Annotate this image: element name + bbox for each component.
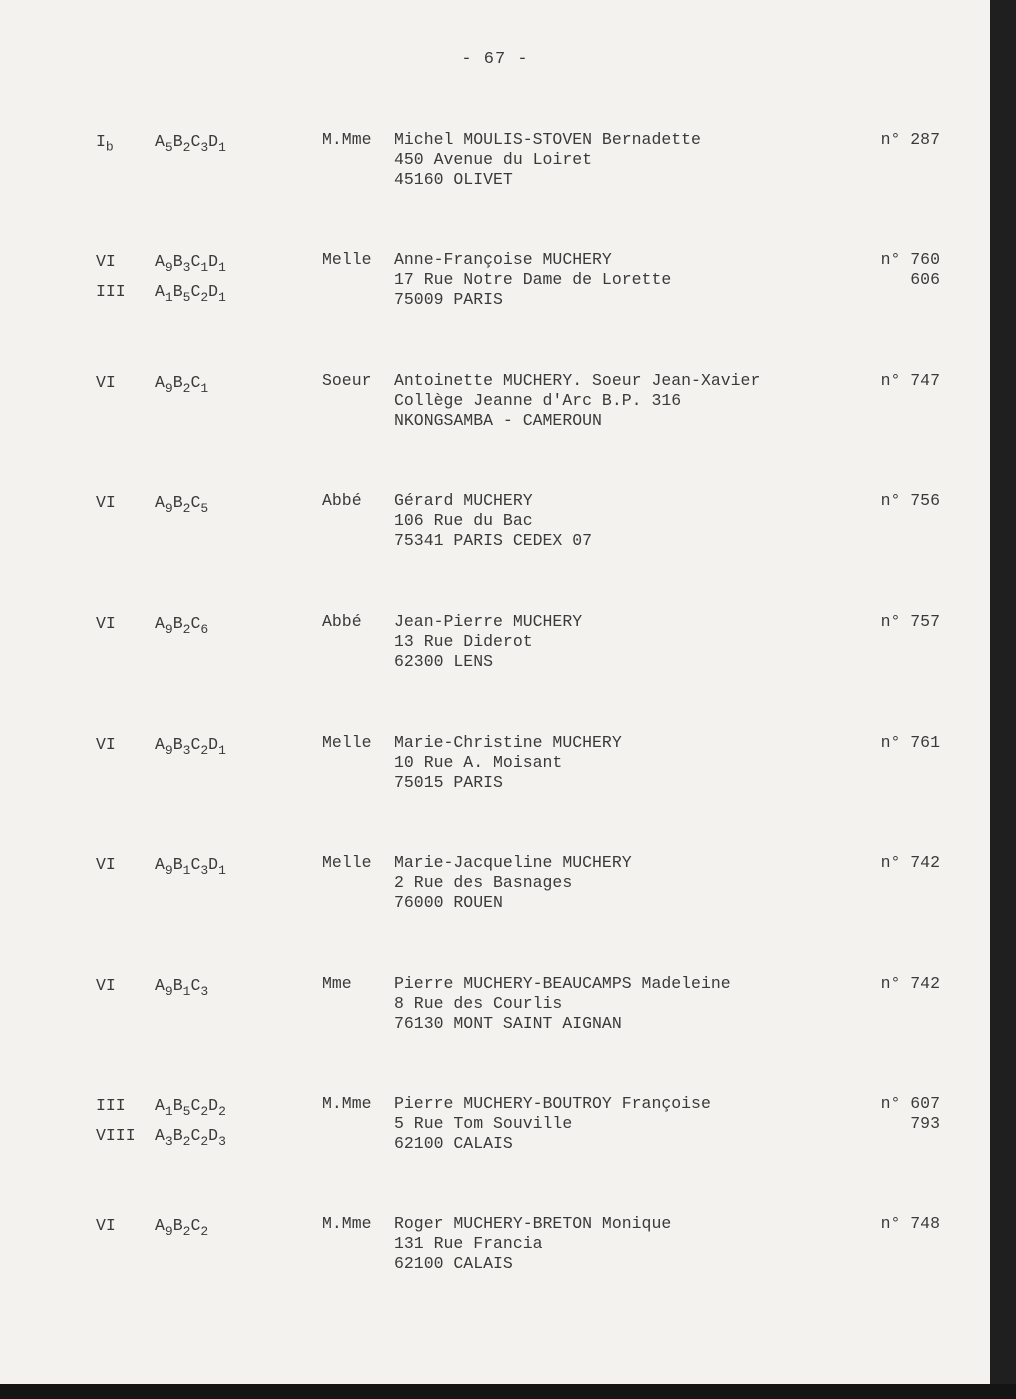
series-label (96, 1091, 156, 1121)
code-letter: A (155, 614, 165, 633)
code-letter: C (190, 976, 201, 995)
code-letter: C (190, 614, 201, 633)
series-label (96, 247, 156, 277)
code-letter: B (172, 373, 183, 392)
member-number: n° 607 (880, 1094, 940, 1113)
genealogy-code-column (155, 1211, 208, 1241)
genealogy-code (155, 1091, 226, 1121)
code-subscript: 2 (182, 140, 191, 155)
person-title: Abbé (322, 491, 362, 510)
code-subscript: 1 (218, 140, 226, 155)
genealogy-code (155, 247, 226, 277)
code-letter: C (190, 1126, 201, 1145)
series-column (96, 247, 156, 307)
address-entry (0, 371, 990, 451)
code-letter: A (155, 1126, 165, 1145)
code-letter: B (172, 614, 183, 633)
address-line-2: 75009 PARIS (394, 290, 503, 309)
code-subscript: 5 (182, 290, 191, 305)
genealogy-code-column (155, 127, 226, 157)
member-number: n° 761 (880, 733, 940, 752)
series-numeral: I (96, 132, 106, 151)
series-column (96, 850, 156, 880)
address-line-2: 76000 ROUEN (394, 893, 503, 912)
person-name: Marie-Christine MUCHERY (394, 733, 622, 752)
person-name: Michel MOULIS-STOVEN Bernadette (394, 130, 701, 149)
series-column (96, 488, 156, 518)
address-line-1: 13 Rue Diderot (394, 632, 533, 651)
code-subscript: 5 (164, 140, 173, 155)
address-line-1: 5 Rue Tom Souville (394, 1114, 573, 1133)
code-subscript: 1 (218, 863, 226, 878)
code-subscript: 9 (164, 381, 173, 396)
code-letter: C (190, 282, 201, 301)
address-entry (0, 974, 990, 1054)
genealogy-code (155, 1211, 208, 1241)
series-label (96, 277, 156, 307)
genealogy-code (155, 368, 208, 398)
address-entry (0, 733, 990, 813)
address-line-2: 62100 CALAIS (394, 1254, 513, 1273)
code-letter: C (190, 373, 201, 392)
address-entry (0, 612, 990, 692)
address-entry (0, 491, 990, 571)
code-letter: B (172, 132, 183, 151)
series-column (96, 127, 156, 157)
code-letter: D (208, 1096, 219, 1115)
code-subscript: 3 (182, 743, 191, 758)
code-letter: C (190, 1216, 201, 1235)
code-letter: A (155, 855, 165, 874)
code-subscript: 1 (164, 1104, 173, 1119)
code-subscript: 3 (200, 140, 209, 155)
member-number: n° 748 (880, 1214, 940, 1233)
code-letter: B (172, 493, 183, 512)
series-column (96, 609, 156, 639)
code-subscript: 3 (200, 984, 209, 999)
genealogy-code-column (155, 609, 208, 639)
person-title: Melle (322, 250, 372, 269)
code-letter: A (155, 282, 165, 301)
person-name: Jean-Pierre MUCHERY (394, 612, 583, 631)
code-subscript: 1 (200, 381, 209, 396)
genealogy-code (155, 850, 226, 880)
address-entry (0, 130, 990, 210)
code-subscript: 9 (164, 501, 173, 516)
code-letter: C (190, 735, 201, 754)
person-name: Pierre MUCHERY-BOUTROY Françoise (394, 1094, 711, 1113)
series-numeral: VI (96, 976, 116, 995)
series-numeral: VI (96, 493, 116, 512)
address-entry (0, 853, 990, 933)
code-subscript: 9 (164, 743, 173, 758)
person-name: Marie-Jacqueline MUCHERY (394, 853, 632, 872)
person-title: Melle (322, 733, 372, 752)
address-line-2: 75341 PARIS CEDEX 07 (394, 531, 593, 550)
code-subscript: 1 (182, 984, 191, 999)
series-numeral: VI (96, 252, 116, 271)
series-numeral: III (96, 1096, 126, 1115)
person-name: Gérard MUCHERY (394, 491, 533, 510)
code-subscript: 2 (182, 501, 191, 516)
code-subscript: 2 (182, 622, 191, 637)
code-subscript: 2 (182, 1224, 191, 1239)
person-title: Abbé (322, 612, 362, 631)
code-letter: B (172, 855, 183, 874)
series-numeral: VI (96, 735, 116, 754)
code-subscript: 2 (200, 743, 209, 758)
code-subscript: 5 (182, 1104, 191, 1119)
series-label (96, 1121, 156, 1151)
code-letter: C (190, 493, 201, 512)
code-subscript: 2 (182, 381, 191, 396)
series-label (96, 850, 156, 880)
scan-border-bottom (0, 1384, 1016, 1399)
code-letter: B (172, 1126, 183, 1145)
code-subscript: 1 (164, 290, 173, 305)
code-letter: B (172, 1096, 183, 1115)
code-subscript: 6 (200, 622, 209, 637)
code-subscript: 2 (200, 1104, 209, 1119)
code-letter: D (208, 855, 219, 874)
person-title: Mme (322, 974, 352, 993)
code-subscript: 1 (218, 743, 226, 758)
address-line-2: NKONGSAMBA - CAMEROUN (394, 411, 602, 430)
genealogy-code (155, 1121, 226, 1151)
series-label (96, 488, 156, 518)
address-line-2: 76130 MONT SAINT AIGNAN (394, 1014, 622, 1033)
code-subscript: 9 (164, 1224, 173, 1239)
code-subscript: 1 (182, 863, 191, 878)
code-letter: D (208, 282, 219, 301)
address-line-1: 450 Avenue du Loiret (394, 150, 593, 169)
code-subscript: 9 (164, 260, 173, 275)
genealogy-code-column (155, 971, 208, 1001)
code-letter: A (155, 132, 165, 151)
series-subscript: b (105, 139, 114, 155)
series-column (96, 368, 156, 398)
code-letter: A (155, 735, 165, 754)
code-subscript: 2 (200, 290, 209, 305)
series-numeral: VI (96, 855, 116, 874)
code-letter: B (172, 252, 183, 271)
code-subscript: 9 (164, 984, 173, 999)
member-number-extra: 606 (910, 270, 940, 289)
member-number: n° 742 (880, 853, 940, 872)
genealogy-code-column (155, 488, 208, 518)
code-letter: C (190, 855, 201, 874)
code-letter: A (155, 1216, 165, 1235)
address-line-2: 62100 CALAIS (394, 1134, 513, 1153)
person-title: Melle (322, 853, 372, 872)
code-subscript: 3 (218, 1134, 226, 1149)
address-line-2: 62300 LENS (394, 652, 494, 671)
genealogy-code-column (155, 247, 226, 307)
code-letter: B (172, 735, 183, 754)
address-entry (0, 250, 990, 330)
code-letter: D (208, 252, 219, 271)
address-entry (0, 1094, 990, 1174)
code-subscript: 2 (200, 1224, 209, 1239)
genealogy-code-column (155, 368, 208, 398)
person-title: M.Mme (322, 1094, 372, 1113)
series-numeral: VI (96, 373, 116, 392)
person-title: Soeur (322, 371, 372, 390)
series-numeral: VI (96, 1216, 116, 1235)
person-title: M.Mme (322, 1214, 372, 1233)
genealogy-code (155, 609, 208, 639)
code-letter: D (208, 132, 219, 151)
address-line-1: 17 Rue Notre Dame de Lorette (394, 270, 672, 289)
person-name: Antoinette MUCHERY. Soeur Jean-Xavier (394, 371, 761, 390)
code-letter: A (155, 1096, 165, 1115)
series-label (96, 127, 156, 157)
address-line-1: 106 Rue du Bac (394, 511, 533, 530)
series-column (96, 1091, 156, 1151)
series-label (96, 368, 156, 398)
code-letter: A (155, 373, 165, 392)
address-line-1: 2 Rue des Basnages (394, 873, 573, 892)
code-letter: D (208, 735, 219, 754)
person-name: Anne-Françoise MUCHERY (394, 250, 612, 269)
member-number: n° 757 (880, 612, 940, 631)
genealogy-code (155, 127, 226, 157)
genealogy-code-column (155, 730, 226, 760)
code-letter: B (172, 282, 183, 301)
address-line-1: 10 Rue A. Moisant (394, 753, 563, 772)
code-letter: A (155, 493, 165, 512)
code-letter: B (172, 1216, 183, 1235)
series-numeral: VIII (96, 1126, 136, 1145)
genealogy-code (155, 277, 226, 307)
series-label (96, 730, 156, 760)
code-subscript: 2 (182, 1134, 191, 1149)
code-subscript: 9 (164, 863, 173, 878)
page-number: - 67 - (461, 50, 529, 69)
code-subscript: 9 (164, 622, 173, 637)
code-subscript: 3 (200, 863, 209, 878)
genealogy-code (155, 971, 208, 1001)
member-number-extra: 793 (910, 1114, 940, 1133)
code-subscript: 2 (200, 1134, 209, 1149)
series-column (96, 1211, 156, 1241)
address-line-2: 45160 OLIVET (394, 170, 513, 189)
genealogy-code (155, 488, 208, 518)
code-subscript: 5 (200, 501, 209, 516)
series-label (96, 971, 156, 1001)
code-subscript: 3 (164, 1134, 173, 1149)
address-line-1: Collège Jeanne d'Arc B.P. 316 (394, 391, 682, 410)
person-title: M.Mme (322, 130, 372, 149)
scan-border-right (990, 0, 1016, 1399)
series-column (96, 971, 156, 1001)
code-letter: A (155, 976, 165, 995)
genealogy-code-column (155, 850, 226, 880)
code-subscript: 1 (218, 290, 226, 305)
address-line-2: 75015 PARIS (394, 773, 503, 792)
series-label (96, 1211, 156, 1241)
code-letter: D (208, 1126, 219, 1145)
code-letter: C (190, 252, 201, 271)
code-subscript: 3 (182, 260, 191, 275)
code-subscript: 2 (218, 1104, 226, 1119)
address-entry (0, 1214, 990, 1294)
code-letter: A (155, 252, 165, 271)
person-name: Roger MUCHERY-BRETON Monique (394, 1214, 672, 1233)
genealogy-code (155, 730, 226, 760)
code-letter: C (190, 1096, 201, 1115)
member-number: n° 756 (880, 491, 940, 510)
address-line-1: 8 Rue des Courlis (394, 994, 563, 1013)
member-number: n° 742 (880, 974, 940, 993)
address-line-1: 131 Rue Francia (394, 1234, 543, 1253)
genealogy-code-column (155, 1091, 226, 1151)
code-letter: B (172, 976, 183, 995)
member-number: n° 287 (880, 130, 940, 149)
member-number: n° 760 (880, 250, 940, 269)
series-label (96, 609, 156, 639)
code-subscript: 1 (200, 260, 209, 275)
series-column (96, 730, 156, 760)
member-number: n° 747 (880, 371, 940, 390)
series-numeral: VI (96, 614, 116, 633)
person-name: Pierre MUCHERY-BEAUCAMPS Madeleine (394, 974, 731, 993)
series-numeral: III (96, 282, 126, 301)
code-letter: C (190, 132, 201, 151)
code-subscript: 1 (218, 260, 226, 275)
